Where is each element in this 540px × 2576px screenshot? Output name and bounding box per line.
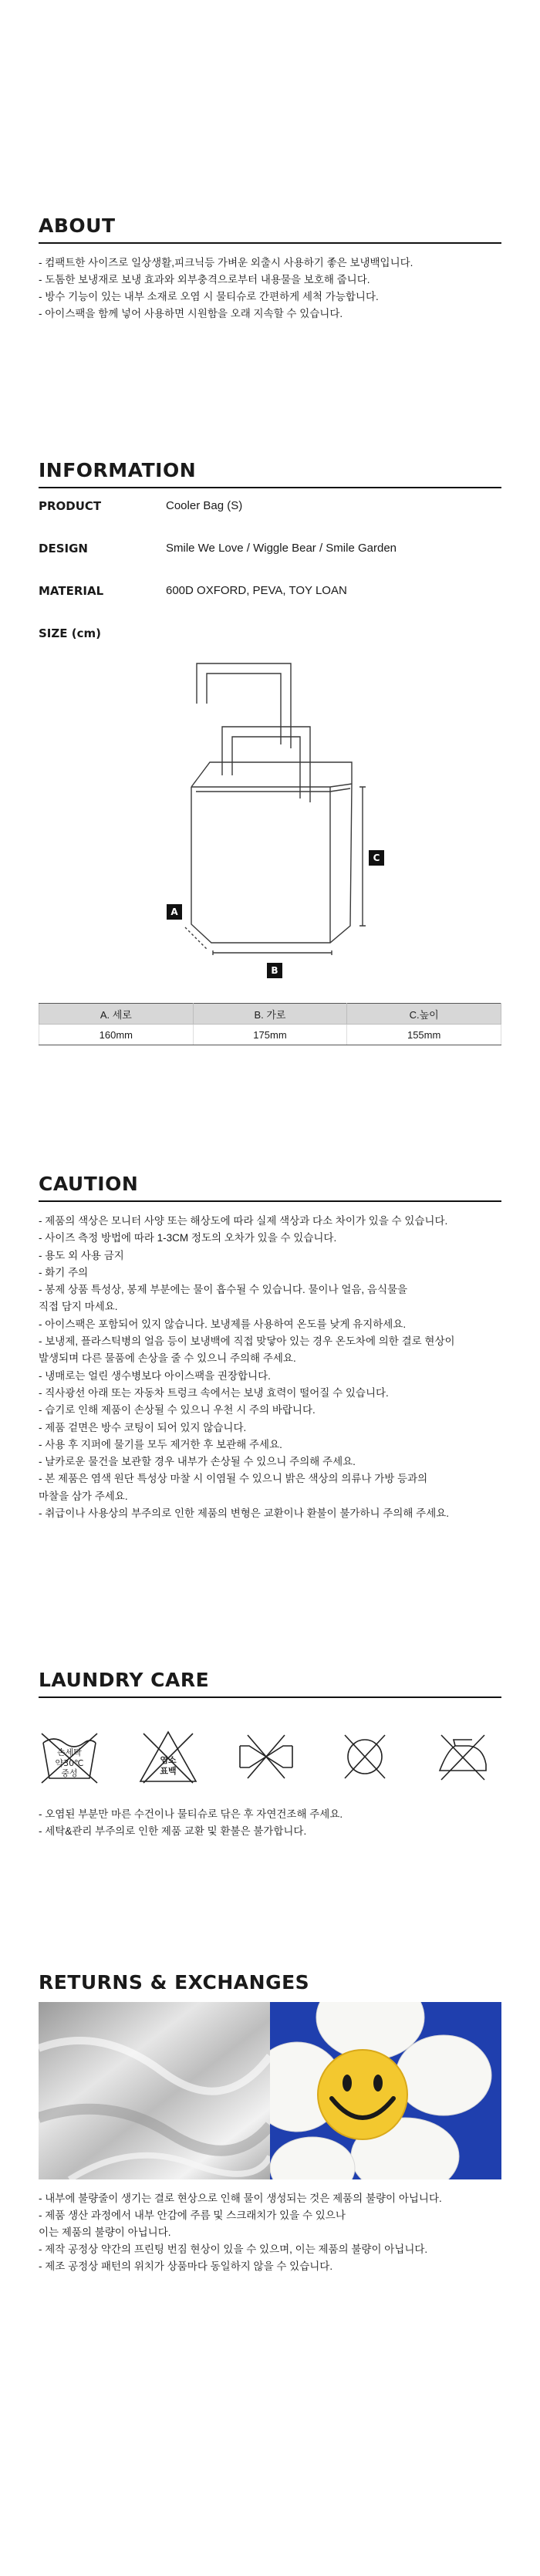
no-dry-clean-icon xyxy=(334,1727,396,1786)
dim-label-c: C xyxy=(373,852,380,863)
hand-wash-30c-icon xyxy=(39,1727,100,1786)
laundry-title: LAUNDRY CARE xyxy=(39,1669,501,1698)
care-text: 표백 xyxy=(159,1766,177,1776)
list-item: - 도톰한 보냉재로 보냉 효과와 외부충격으로부터 내용물을 보호해 줍니다. xyxy=(39,272,501,289)
about-title: ABOUT xyxy=(39,214,501,244)
list-item: - 방수 기능이 있는 내부 소재로 오염 시 물티슈로 간편하게 세척 가능합니다. xyxy=(39,289,501,306)
no-wring-icon xyxy=(235,1727,297,1786)
returns-list xyxy=(39,2190,501,2275)
dim-label-a: A xyxy=(170,906,178,917)
info-label: DESIGN xyxy=(39,542,88,555)
care-text: 중성 xyxy=(61,1768,78,1778)
size-table xyxy=(39,1003,501,1045)
care-text: 손세탁 xyxy=(57,1747,82,1757)
table-header: A. 세로 xyxy=(39,1004,194,1025)
smiley-print-photo xyxy=(270,2002,501,2179)
list-item: - 제품 겉면은 방수 코팅이 되어 있지 않습니다. xyxy=(39,1420,501,1437)
table-cell: 155mm xyxy=(347,1025,501,1045)
list-item: - 제작 공정상 약간의 프린팅 번짐 현상이 있을 수 있으며, 이는 제품의 불량이 아닙니다. xyxy=(39,2241,501,2258)
information-section xyxy=(39,459,501,1045)
table-row xyxy=(39,1025,501,1045)
table-header: C.높이 xyxy=(347,1004,501,1025)
returns-title: RETURNS & EXCHANGES xyxy=(39,1971,310,1994)
laundry-section xyxy=(39,1669,501,1840)
table-header: B. 가로 xyxy=(193,1004,347,1025)
info-label: MATERIAL xyxy=(39,584,104,598)
care-text: 약30℃ xyxy=(55,1758,84,1768)
dim-label-b: B xyxy=(271,965,278,976)
list-item: - 제품 생산 과정에서 내부 안감에 주름 및 스크래치가 있을 수 있으나 이는 제품의 불량이 아닙니다. xyxy=(39,2207,501,2241)
caution-section xyxy=(39,1173,501,1522)
caution-list xyxy=(39,1213,501,1522)
list-item: - 취급이나 사용상의 부주의로 인한 제품의 변형은 교환이나 환불이 불가하니 주의해 주세요. xyxy=(39,1505,501,1522)
list-item: - 용도 외 사용 금지 xyxy=(39,1247,501,1264)
list-item: - 습기로 인해 제품이 손상될 수 있으니 우천 시 주의 바랍니다. xyxy=(39,1402,501,1419)
info-label: PRODUCT xyxy=(39,499,102,513)
list-item: - 날카로운 물건을 보관할 경우 내부가 손상될 수 있으니 주의해 주세요. xyxy=(39,1453,501,1470)
info-row-product xyxy=(39,499,501,542)
no-iron-icon xyxy=(432,1727,494,1786)
list-item: - 냉매로는 얼린 생수병보다 아이스팩을 권장합니다. xyxy=(39,1368,501,1385)
info-row-design xyxy=(39,542,501,584)
list-item: - 컴팩트한 사이즈로 일상생활,피크닉등 가벼운 외출시 사용하기 좋은 보냉백입니다. xyxy=(39,255,501,272)
table-cell: 160mm xyxy=(39,1025,194,1045)
product-photos xyxy=(39,2002,501,2179)
list-item: - 봉제 상품 특성상, 봉제 부분에는 물이 흡수될 수 있습니다. 물이나 얼음, 음식물을 직접 담지 마세요. xyxy=(39,1281,501,1316)
no-bleach-icon xyxy=(137,1727,199,1786)
caution-title: CAUTION xyxy=(39,1173,501,1202)
list-item: - 제조 공정상 패턴의 위치가 상품마다 동일하지 않을 수 있습니다. xyxy=(39,2258,501,2275)
list-item: - 보냉제, 플라스틱병의 얼음 등이 보냉백에 직접 맞닿아 있는 경우 온도차에 의한 결로 현상이 발생되며 다른 물품에 손상을 줄 수 있으니 주의해 주세요. xyxy=(39,1333,501,1368)
laundry-list xyxy=(39,1806,501,1840)
lining-photo xyxy=(39,2002,270,2179)
size-label: SIZE (cm) xyxy=(39,626,101,640)
returns-section xyxy=(39,1971,501,2275)
bag-size-diagram xyxy=(39,648,501,988)
list-item: - 내부에 불량줄이 생기는 결로 현상으로 인해 물이 생성되는 것은 제품의 불량이 아닙니다. xyxy=(39,2190,501,2207)
list-item: - 사용 후 지퍼에 물기를 모두 제거한 후 보관해 주세요. xyxy=(39,1437,501,1453)
table-cell: 175mm xyxy=(193,1025,347,1045)
about-section xyxy=(39,214,501,322)
list-item: - 본 제품은 염색 원단 특성상 마찰 시 이염될 수 있으니 밝은 색상의 의류나 가방 등과의 마찰을 삼가 주세요. xyxy=(39,1470,501,1505)
list-item: - 아이스팩은 포함되어 있지 않습니다. 보냉제를 사용하여 온도를 낮게 유지하세요. xyxy=(39,1316,501,1333)
info-row-material xyxy=(39,584,501,626)
list-item: - 아이스팩을 함께 넣어 사용하면 시원함을 오래 지속할 수 있습니다. xyxy=(39,306,501,322)
info-value: 600D OXFORD, PEVA, TOY LOAN xyxy=(166,584,347,597)
list-item: - 제품의 색상은 모니터 사양 또는 해상도에 따라 실제 색상과 다소 차이가 있을 수 있습니다. xyxy=(39,1213,501,1230)
info-value: Smile We Love / Wiggle Bear / Smile Garden xyxy=(166,542,397,555)
list-item: - 사이즈 측정 방법에 따라 1-3CM 정도의 오차가 있을 수 있습니다. xyxy=(39,1230,501,1247)
list-item: - 화기 주의 xyxy=(39,1264,501,1281)
care-icons xyxy=(39,1727,494,1786)
list-item: - 세탁&관리 부주의로 인한 제품 교환 및 환불은 불가합니다. xyxy=(39,1823,501,1840)
about-list xyxy=(39,255,501,322)
info-value: Cooler Bag (S) xyxy=(166,499,243,512)
list-item: - 오염된 부분만 마른 수건이나 물티슈로 닦은 후 자연건조해 주세요. xyxy=(39,1806,501,1823)
care-text: 염소 xyxy=(159,1755,177,1765)
list-item: - 직사광선 아래 또는 자동차 트렁크 속에서는 보냉 효력이 떨어질 수 있습니다. xyxy=(39,1385,501,1402)
information-title: INFORMATION xyxy=(39,459,501,488)
